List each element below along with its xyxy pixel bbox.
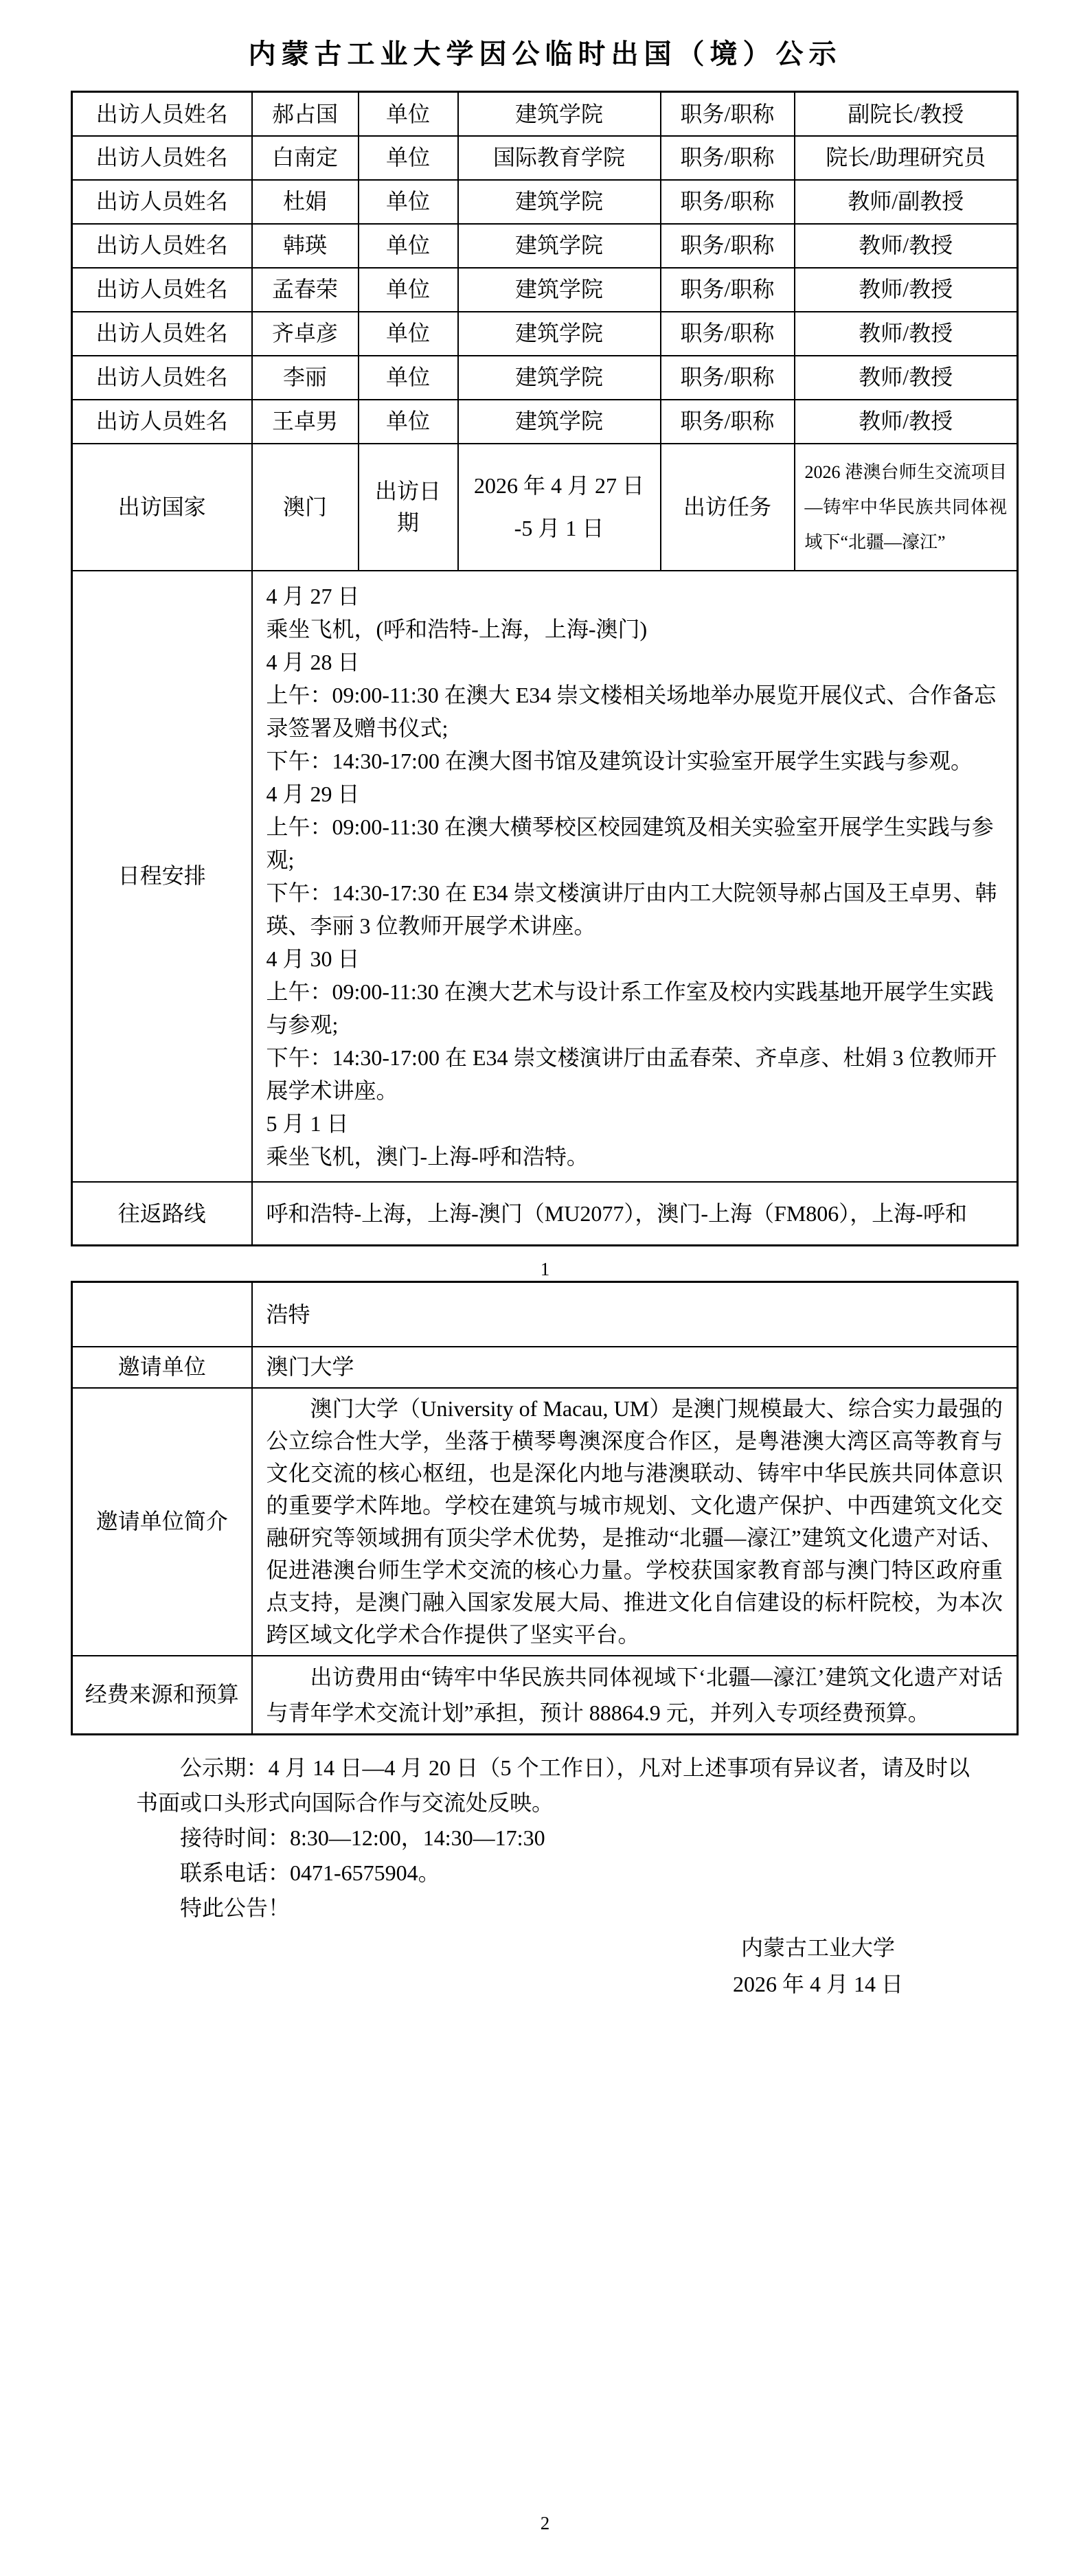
title-label: 职务/职称 (661, 224, 795, 268)
route-continuation-label-cell (72, 1282, 252, 1347)
itinerary-row (72, 571, 1018, 1182)
person-name-label: 出访人员姓名 (72, 92, 252, 136)
person-name-label: 出访人员姓名 (72, 268, 252, 312)
notice-contact-phone: 联系电话：0471-6575904。 (180, 1860, 440, 1885)
route-row (72, 1182, 1018, 1246)
person-name-label: 出访人员姓名 (72, 180, 252, 224)
unit-label: 单位 (359, 356, 458, 400)
person-unit: 建筑学院 (458, 92, 661, 136)
page-number-1: 1 (540, 1259, 550, 1279)
inviter-row (72, 1347, 1018, 1388)
person-title: 教师/教授 (795, 224, 1018, 268)
person-unit: 建筑学院 (458, 268, 661, 312)
route-label: 往返路线 (72, 1182, 252, 1246)
itinerary-line: 下午：14:30-17:00 在 E34 崇文楼演讲厅由孟春荣、齐卓彦、杜娟 3 位教师开展学术讲座。 (266, 1045, 997, 1103)
date-line-2: -5 月 1 日 (514, 516, 604, 540)
budget-label: 经费来源和预算 (72, 1656, 252, 1735)
unit-label: 单位 (359, 136, 458, 180)
itinerary-line: 4 月 30 日 (266, 946, 360, 971)
person-name: 王卓男 (252, 400, 359, 444)
itinerary-line: 上午：09:00-11:30 在澳大横琴校区校园建筑及相关实验室开展学生实践与参观; (266, 814, 994, 872)
person-title: 教师/教授 (795, 400, 1018, 444)
person-name-label: 出访人员姓名 (72, 356, 252, 400)
person-title: 教师/副教授 (795, 180, 1018, 224)
person-name: 白南定 (252, 136, 359, 180)
unit-label: 单位 (359, 400, 458, 444)
person-unit: 国际教育学院 (458, 136, 661, 180)
person-name: 孟春荣 (252, 268, 359, 312)
country-value: 澳门 (252, 444, 359, 571)
inviter-label: 邀请单位 (72, 1347, 252, 1388)
itinerary-line: 上午：09:00-11:30 在澳大艺术与设计系工作室及校内实践基地开展学生实践与参观; (266, 979, 994, 1037)
person-title: 教师/教授 (795, 268, 1018, 312)
title-label: 职务/职称 (661, 400, 795, 444)
person-title: 院长/助理研究员 (795, 136, 1018, 180)
table-row (72, 400, 1018, 444)
page-number-2: 2 (540, 2513, 550, 2533)
unit-label: 单位 (359, 312, 458, 356)
itinerary-line: 5 月 1 日 (266, 1110, 349, 1136)
signature-organization: 内蒙古工业大学 (740, 1935, 895, 1960)
date-line-1: 2026 年 4 月 27 日 (473, 473, 644, 498)
signature-block (733, 1930, 903, 2003)
title-label: 职务/职称 (661, 92, 795, 136)
person-title: 教师/教授 (795, 312, 1018, 356)
itinerary-line: 上午：09:00-11:30 在澳大 E34 崇文楼相关场地举办展览开展仪式、合作备忘录签署及赠书仪式; (266, 682, 997, 740)
inviter-profile-text: 澳门大学（University of Macau, UM）是澳门规模最大、综合实力最强的公立综合性大学，坐落于横琴粤澳深度合作区，是粤港澳大湾区高等教育与文化交流的核心枢纽，也是深化内地与港澳联动、铸牢中华民族共同体意识的重要学术阵地。学校在建筑与城市规划、文化遗产保护、中西建筑文化交融研究等领域拥有顶尖学术优势，是推动“北疆—濠江”建筑文化遗产对话、促进港澳台师生学术交流的核心力量。学校获国家教育部与澳门特区政府重点支持，是澳门融入国家发展大局、推进文化自信建设的标杆院校，为本次跨区域文化学术合作提供了坚实平台。 (266, 1395, 1003, 1647)
person-name-label: 出访人员姓名 (72, 136, 252, 180)
inviter-value: 澳门大学 (252, 1347, 1018, 1388)
person-name: 韩瑛 (252, 224, 359, 268)
table-row (72, 224, 1018, 268)
task-label: 出访任务 (661, 444, 795, 571)
itinerary-content (252, 571, 1018, 1182)
inviter-profile-content (252, 1388, 1018, 1656)
budget-row (72, 1656, 1018, 1735)
route-continuation-row (72, 1282, 1018, 1347)
itinerary-line: 乘坐飞机，(呼和浩特-上海，上海-澳门) (266, 616, 648, 641)
itinerary-line: 下午：14:30-17:30 在 E34 崇文楼演讲厅由内工大院领导郝占国及王卓男、韩瑛、李丽 3 位教师开展学术讲座。 (266, 880, 997, 938)
route-value: 呼和浩特-上海，上海-澳门（MU2077），澳门-上海（FM806），上海-呼和 (252, 1182, 1018, 1246)
person-name: 齐卓彦 (252, 312, 359, 356)
title-label: 职务/职称 (661, 312, 795, 356)
person-name-label: 出访人员姓名 (72, 400, 252, 444)
budget-text: 出访费用由“铸牢中华民族共同体视域下‘北疆—濠江’建筑文化遗产对话与青年学术交流计划”承担，预计 88864.9 元，并列入专项经费预算。 (266, 1664, 1003, 1725)
unit-label: 单位 (359, 268, 458, 312)
person-name: 郝占国 (252, 92, 359, 136)
notice-closing: 特此公告！ (180, 1895, 291, 1920)
itinerary-line: 4 月 29 日 (266, 781, 360, 806)
person-unit: 建筑学院 (458, 180, 661, 224)
invitation-budget-table (71, 1281, 1019, 1735)
person-unit: 建筑学院 (458, 224, 661, 268)
table-row (72, 268, 1018, 312)
page-title: 内蒙古工业大学因公临时出国（境）公示 (248, 38, 842, 69)
table-row (72, 356, 1018, 400)
person-name-label: 出访人员姓名 (72, 224, 252, 268)
inviter-profile-label: 邀请单位简介 (72, 1388, 252, 1656)
country-label: 出访国家 (72, 444, 252, 571)
unit-label: 单位 (359, 180, 458, 224)
signature-date: 2026 年 4 月 14 日 (732, 1971, 903, 1996)
person-unit: 建筑学院 (458, 400, 661, 444)
itinerary-label: 日程安排 (72, 571, 252, 1182)
person-title: 教师/教授 (795, 356, 1018, 400)
date-value (458, 444, 661, 571)
table-row (72, 136, 1018, 180)
notice-reception-hours: 接待时间：8:30—12:00，14:30—17:30 (180, 1825, 545, 1850)
unit-label: 单位 (359, 224, 458, 268)
itinerary-line: 4 月 27 日 (266, 583, 360, 608)
unit-label: 单位 (359, 92, 458, 136)
itinerary-line: 乘坐飞机，澳门-上海-呼和浩特。 (266, 1143, 589, 1169)
title-label: 职务/职称 (661, 356, 795, 400)
trip-summary-row (72, 444, 1018, 571)
table-row (72, 312, 1018, 356)
notice-publicity-period: 公示期：4 月 14 日—4 月 20 日（5 个工作日），凡对上述事项有异议者，请及时以书面或口头形式向国际合作与交流处反映。 (136, 1755, 970, 1815)
notice-block (136, 1751, 970, 1926)
trip-info-table (71, 91, 1019, 1246)
table-row (72, 180, 1018, 224)
title-label: 职务/职称 (661, 180, 795, 224)
title-label: 职务/职称 (661, 136, 795, 180)
title-label: 职务/职称 (661, 268, 795, 312)
table-row (72, 92, 1018, 136)
person-title: 副院长/教授 (795, 92, 1018, 136)
person-name-label: 出访人员姓名 (72, 312, 252, 356)
inviter-profile-row (72, 1388, 1018, 1656)
person-name: 李丽 (252, 356, 359, 400)
budget-content (252, 1656, 1018, 1735)
route-continuation-value: 浩特 (252, 1282, 1018, 1347)
itinerary-line: 4 月 28 日 (266, 649, 360, 674)
person-name: 杜娟 (252, 180, 359, 224)
person-unit: 建筑学院 (458, 356, 661, 400)
date-label: 出访日期 (359, 444, 458, 571)
task-value: 2026 港澳台师生交流项目—铸牢中华民族共同体视域下“北疆—濠江” (795, 444, 1018, 571)
itinerary-line: 下午：14:30-17:00 在澳大图书馆及建筑设计实验室开展学生实践与参观。 (266, 748, 973, 773)
person-unit: 建筑学院 (458, 312, 661, 356)
